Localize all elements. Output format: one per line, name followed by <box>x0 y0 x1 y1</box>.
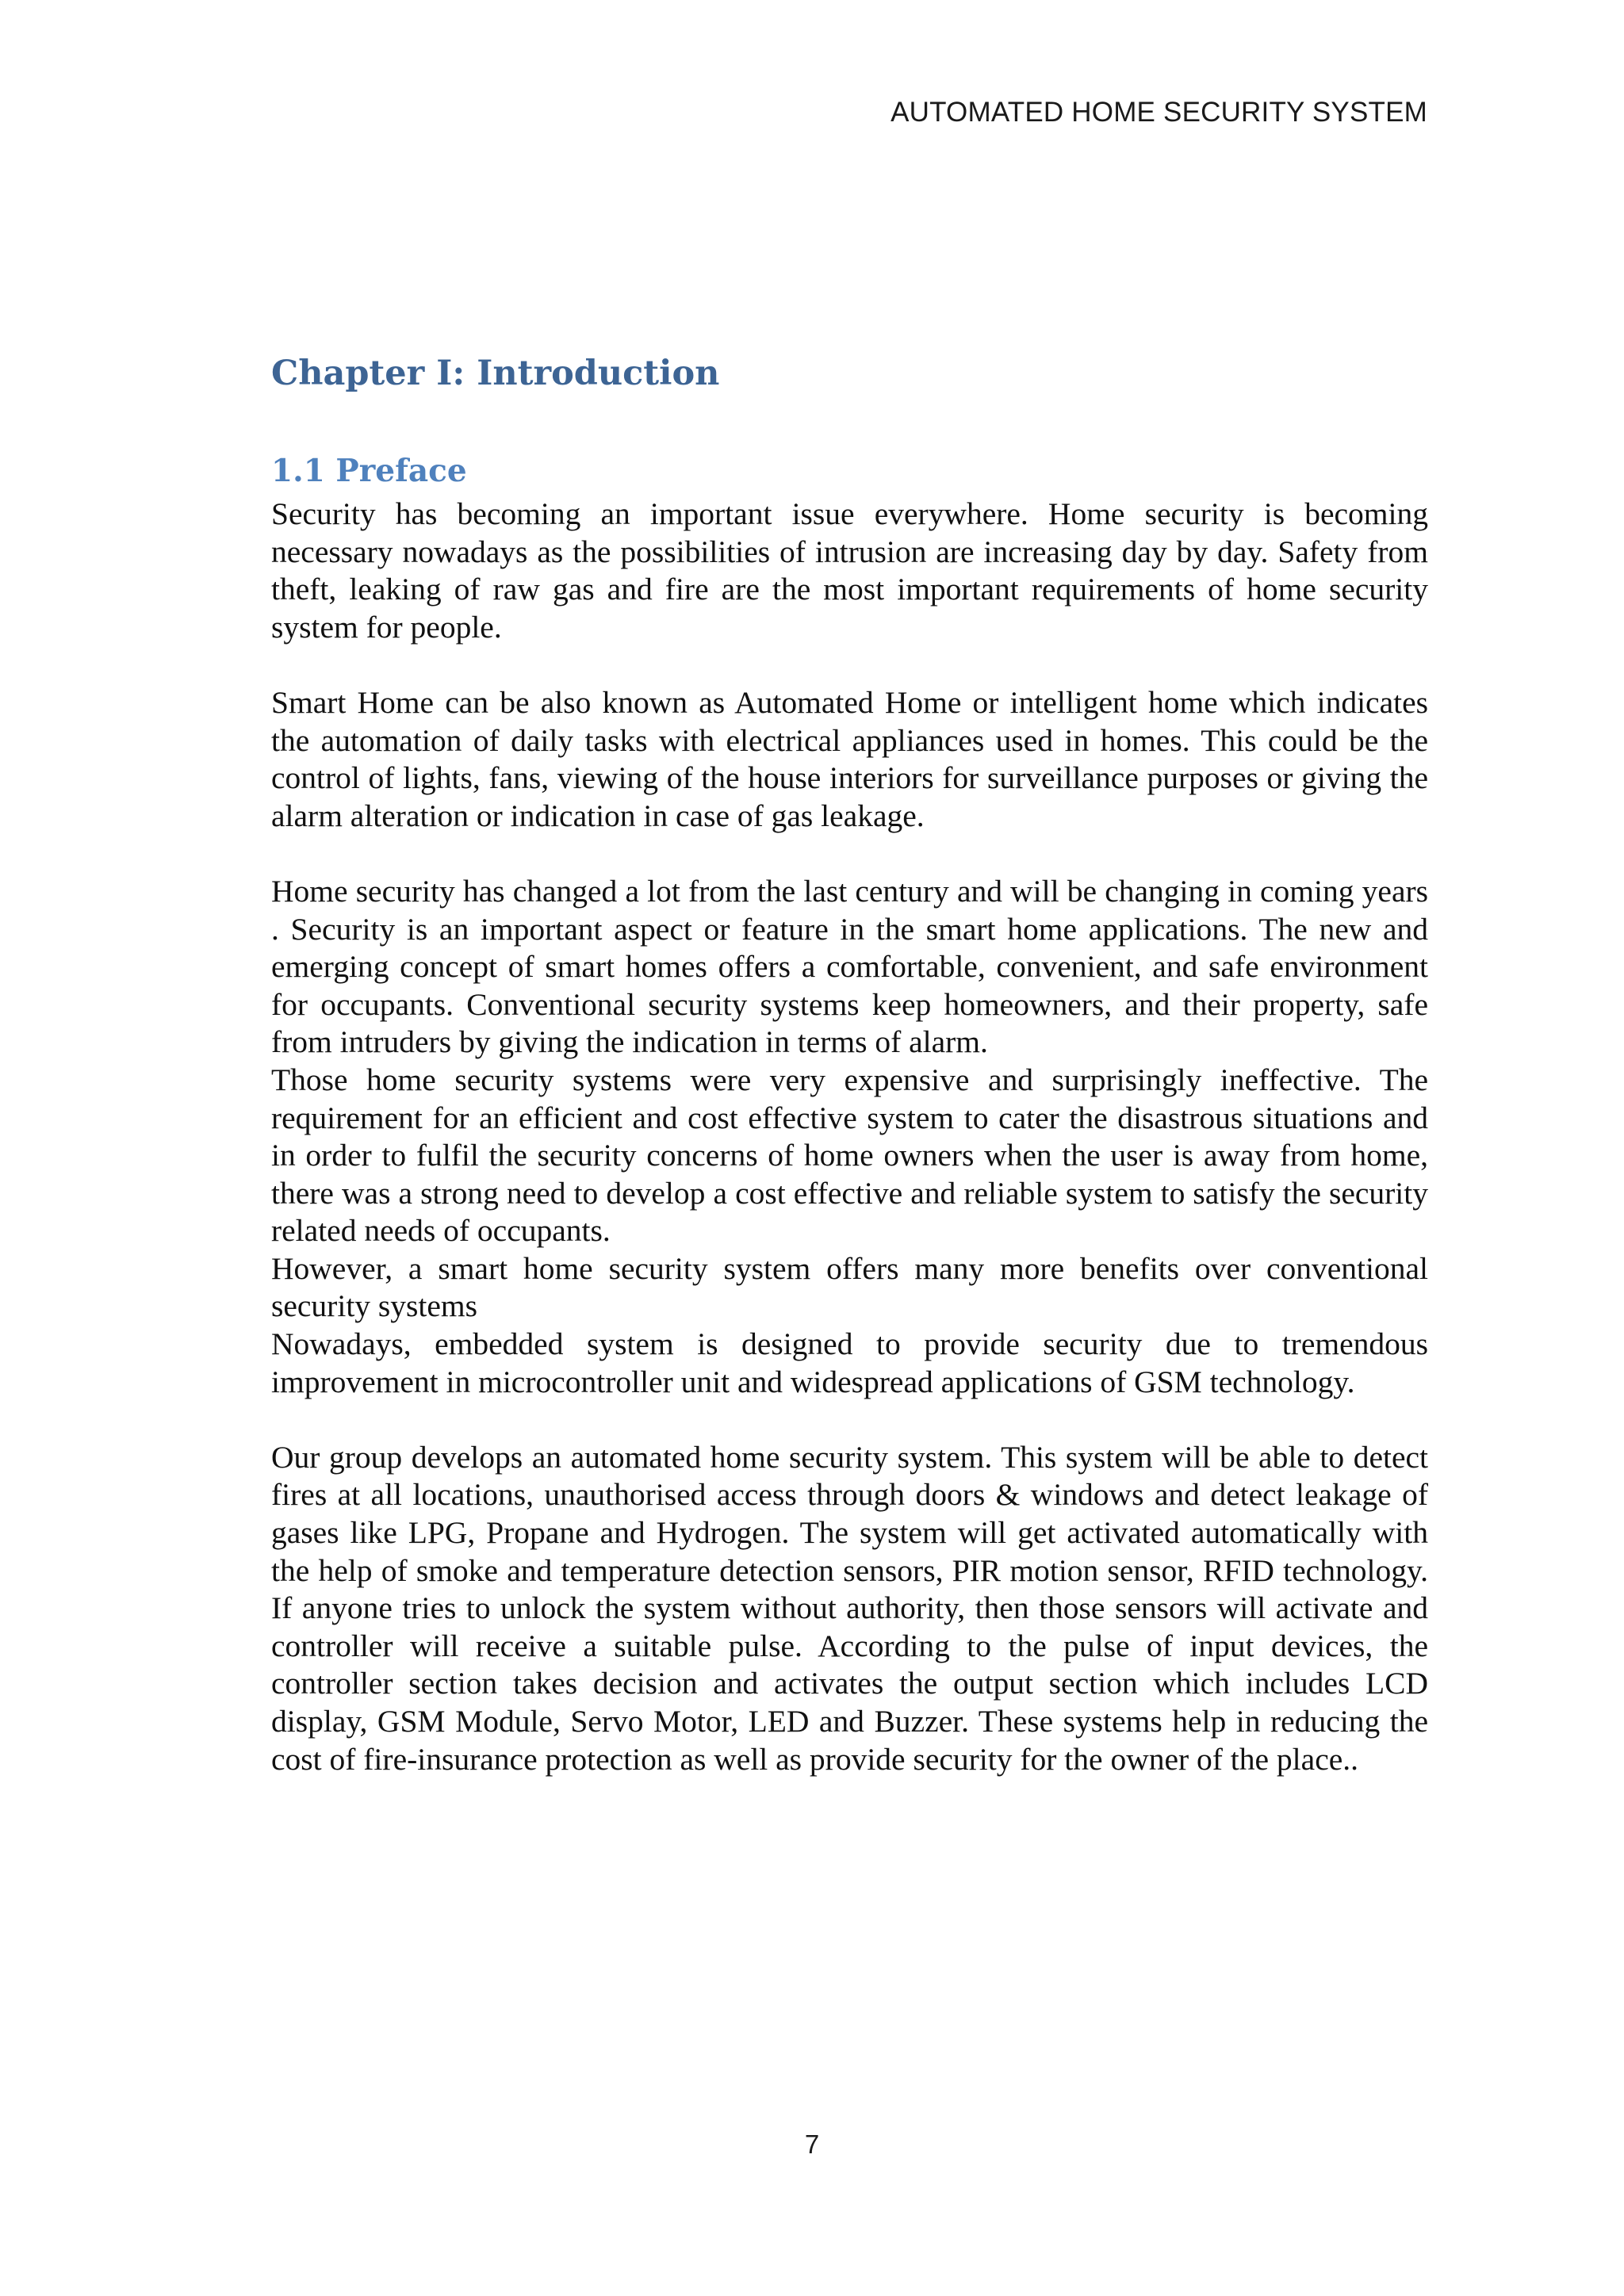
paragraph-3: Home security has changed a lot from the last century and will be changing in coming years . Security is an important aspect or feature in the smart home applications. The new and emerging concept of smart homes offers a comfortable, convenient, and safe environment for occupants. Conventional security systems keep homeowners, and their property, safe from intruders by giving the indication in terms of alarm. <box>271 873 1428 1060</box>
paragraph-1: Security has becoming an important issue everywhere. Home security is becoming necessary nowadays as the possibilities of intrusion are increasing day by day. Safety from theft, leaking of raw gas and fire are the most important requirements of home security system for people. <box>271 496 1428 645</box>
paragraph-5: However, a smart home security system offers many more benefits over conventional security systems <box>271 1250 1428 1324</box>
paragraph-7: Our group develops an automated home security system. This system will be able to detect fires at all locations, unauthorised access through doors & windows and detect leakage of gases like LPG, Propane and Hydrogen. The system will get activated automatically with the help of smoke and temperature detection sensors, PIR motion sensor, RFID technology. If anyone tries to unlock the system without authority, then those sensors will activate and controller will receive a suitable pulse. According to the pulse of input devices, the controller section takes decision and activates the output section which includes LCD display, GSM Module, Servo Motor, LED and Buzzer. These systems help in reducing the cost of fire-insurance protection as well as provide security for the owner of the place.. <box>271 1439 1428 1777</box>
chapter-title: Chapter I: Introduction <box>271 354 720 393</box>
paragraph-4: Those home security systems were very expensive and surprisingly ineffective. The requirement for an efficient and cost effective system to cater the disastrous situations and in order to fulfil the security concerns of home owners when the user is away from home, there was a strong need to develop a cost effective and reliable system to satisfy the security related needs of occupants. <box>271 1062 1428 1249</box>
main-content <box>271 337 1428 1778</box>
page-number: 7 <box>804 2130 820 2159</box>
section-title: 1.1 Preface <box>271 453 467 489</box>
running-header: AUTOMATED HOME SECURITY SYSTEM <box>891 97 1427 128</box>
paragraph-2: Smart Home can be also known as Automated Home or intelligent home which indicates the automation of daily tasks with electrical appliances used in homes. This could be the control of lights, fans, viewing of the house interiors for surveillance purposes or giving the alarm alteration or indication in case of gas leakage. <box>271 684 1428 833</box>
paragraph-6: Nowadays, embedded system is designed to provide security due to tremendous improvement in microcontroller unit and widespread applications of GSM technology. <box>271 1326 1428 1399</box>
